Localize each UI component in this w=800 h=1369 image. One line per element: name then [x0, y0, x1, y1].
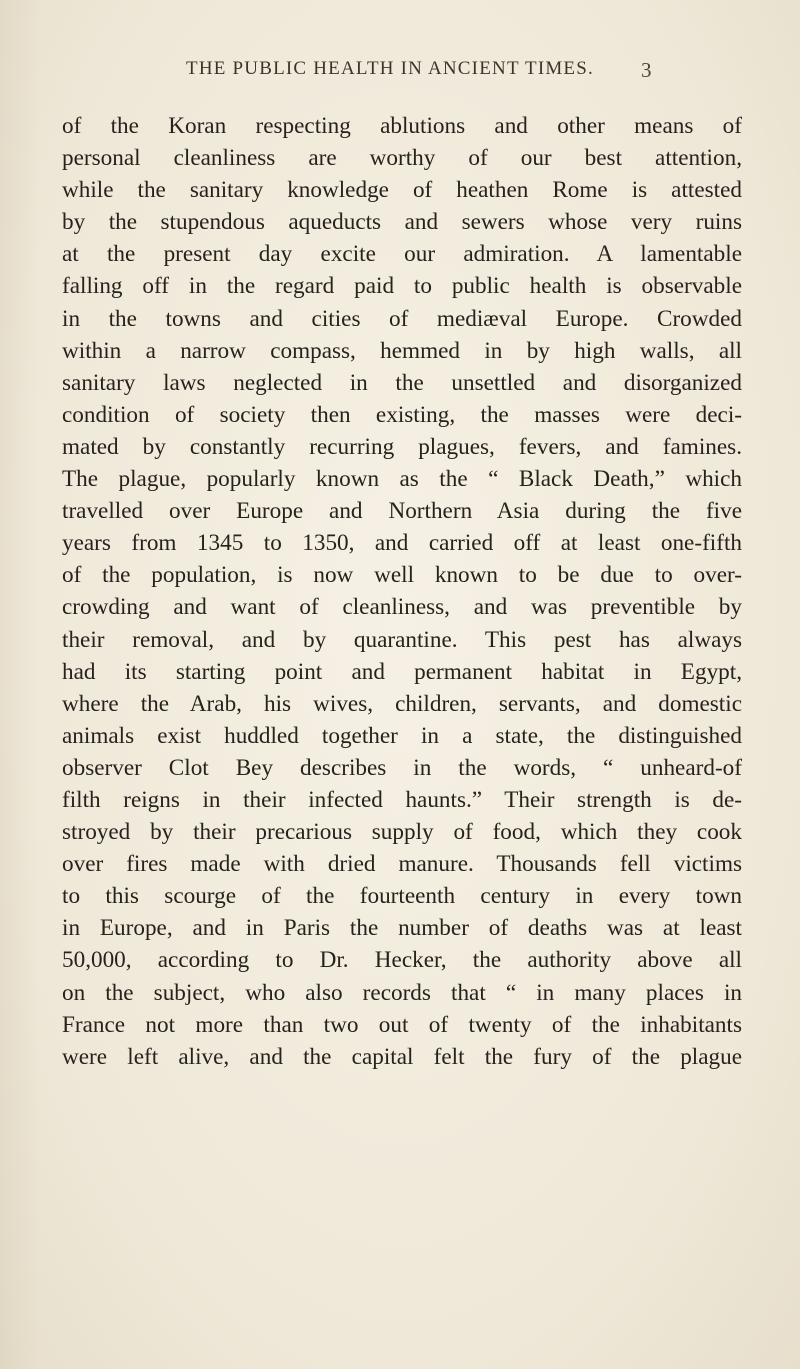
text-line: while the sanitary knowledge of heathen Rome is attested [62, 177, 742, 204]
text-line: by the stupendous aqueducts and sewers whose very ruins [62, 209, 742, 236]
text-line: were left alive, and the capital felt the fury of the plague [62, 1043, 742, 1070]
text-line: where the Arab, his wives, children, servants, and domestic [62, 690, 742, 717]
text-line: had its starting point and permanent habitat in Egypt, [62, 658, 742, 685]
text-line: of the Koran respecting ablutions and other means of [62, 113, 742, 139]
text-line: filth reigns in their infected haunts.” Their strength is de- [62, 786, 742, 813]
text-line: observer Clot Bey describes in the words, “ unheard-of [62, 754, 742, 781]
text-line: The plague, popularly known as the “ Black Death,” which [62, 466, 742, 493]
text-line: France not more than two out of twenty of the inhabitants [62, 1011, 742, 1038]
body-text [62, 110, 742, 1073]
text-line: condition of society then existing, the masses were deci- [62, 401, 742, 428]
text-line: to this scourge of the fourteenth century in every town [62, 883, 742, 910]
text-line: on the subject, who also records that “ in many places in [62, 979, 742, 1006]
text-line: within a narrow compass, hemmed in by high walls, all [62, 337, 742, 364]
text-line: falling off in the regard paid to public health is observable [62, 273, 742, 300]
page-number: 3 [641, 58, 652, 82]
text-line: at the present day excite our admiration. A lamentable [62, 241, 742, 268]
text-line: 50,000, according to Dr. Hecker, the authority above all [62, 947, 742, 974]
text-line: animals exist huddled together in a state, the distinguished [62, 722, 742, 749]
text-line: crowding and want of cleanliness, and was preventible by [62, 594, 742, 621]
text-line: in the towns and cities of mediæval Europe. Crowded [62, 305, 742, 332]
text-line: personal cleanliness are worthy of our best attention, [62, 145, 742, 172]
running-head [0, 58, 800, 88]
text-line: mated by constantly recurring plagues, fevers, and famines. [62, 433, 742, 460]
text-line: years from 1345 to 1350, and carried off at least one-fifth [62, 530, 742, 557]
text-line: over fires made with dried manure. Thousands fell victims [62, 851, 742, 878]
text-line: travelled over Europe and Northern Asia during the five [62, 498, 742, 525]
text-line: in Europe, and in Paris the number of deaths was at least [62, 915, 742, 942]
text-line: sanitary laws neglected in the unsettled and disorganized [62, 369, 742, 396]
text-line: their removal, and by quarantine. This pest has always [62, 626, 742, 653]
running-title: THE PUBLIC HEALTH IN ANCIENT TIMES. [186, 58, 594, 79]
text-line: stroyed by their precarious supply of food, which they cook [62, 819, 742, 846]
text-line: of the population, is now well known to be due to over- [62, 562, 742, 589]
